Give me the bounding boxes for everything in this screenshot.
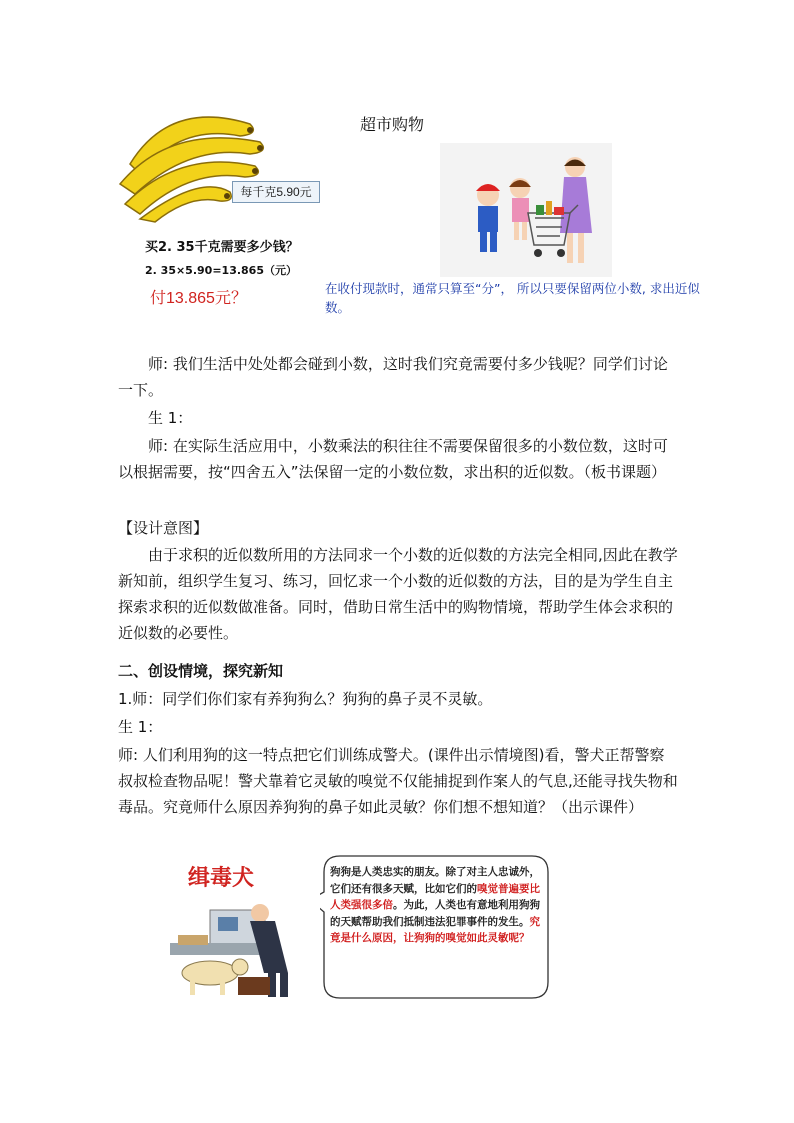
section-heading-2: 二、创设情境，探究新知 xyxy=(118,662,284,680)
bubble-text-highlight-2: 究竟是什么原因，让狗狗的嗅觉如此灵敏呢？ xyxy=(330,915,540,944)
paragraph-design-intent: 由于求积的近似数所用的方法同求一个小数的近似数的方法完全相同,因此在教学新知前，组织学生复习、练习，回忆求一个小数的近似数的方法，目的是为学生自主探索求积的近似数做准备。同时，借助日常生活中的购物情境，帮助学生体会求积的近似数的必要性。 xyxy=(118,546,678,642)
paragraph-student-1: 生 1： xyxy=(148,409,193,427)
dog-scene-title: 缉毒犬 xyxy=(188,865,255,891)
paragraph-teacher-3: 师: 人们利用狗的这一特点把它们训练成警犬。(课件出示情境图)看，警犬正帮警察叔叔检查物品呢！警犬靠着它灵敏的嗅觉不仅能捕捉到作案人的气息,还能寻找失物和毒品。究竟师什么原因养狗狗的鼻子如此灵敏？你们想不想知道？（出示课件） xyxy=(118,746,678,816)
pay-question: 付13.865元？ xyxy=(150,290,247,307)
family-shopping-image xyxy=(440,143,612,277)
design-intent-heading: 【设计意图】 xyxy=(118,519,209,537)
bubble-text-part-2: 。为此，人类也有意地利用狗狗的天赋帮助我们抵制违法犯罪事件的发生。 xyxy=(330,899,540,928)
banana-illustration xyxy=(110,104,330,224)
speech-bubble-text xyxy=(330,864,544,947)
calculation-text: 2. 35×5.90=13.865（元） xyxy=(145,264,297,277)
question-text: 买2. 35千克需要多少钱？ xyxy=(145,240,299,255)
price-tag: 每千克5.90元 xyxy=(232,181,320,203)
page-title: 超市购物 xyxy=(360,115,425,134)
paragraph-student-2: 生 1： xyxy=(118,718,163,736)
rounding-note: 在收付现款时，通常只算至“分”， 所以只要保留两位小数, 求出近似数。 xyxy=(325,281,700,315)
banana-image xyxy=(110,104,330,224)
shopping-family-illustration xyxy=(440,143,612,277)
police-dog-illustration xyxy=(160,855,305,1003)
paragraph-teacher-1: 师: 我们生活中处处都会碰到小数，这时我们究竟需要付多少钱呢？同学们讨论一下。 xyxy=(118,355,668,399)
paragraph-question-dog: 1.师：同学们你们家有养狗狗么？狗狗的鼻子灵不灵敏。 xyxy=(118,690,493,708)
paragraph-teacher-2: 师: 在实际生活应用中，小数乘法的积往往不需要保留很多的小数位数，这时可以根据需要，按“四舍五入”法保留一定的小数位数，求出积的近似数。（板书课题） xyxy=(118,437,668,481)
police-dog-image xyxy=(160,855,305,1003)
bubble-text-highlight-1: 嗅觉普遍要比人类强很多倍 xyxy=(330,882,540,911)
bubble-text-part-1: 狗狗是人类忠实的朋友。除了对主人忠诚外，它们还有很多天赋，比如它们的 xyxy=(330,866,540,895)
